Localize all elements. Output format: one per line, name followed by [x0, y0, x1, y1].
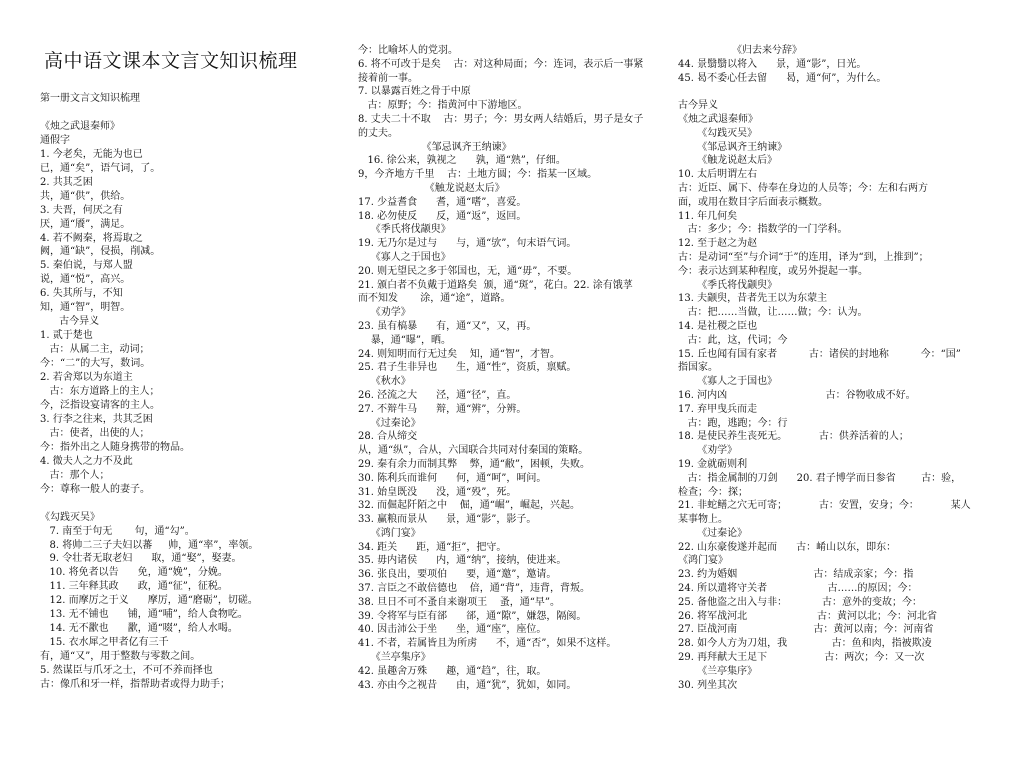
- column-left-text: [40, 92, 345, 692]
- text-line: 《鸿门宴》: [358, 527, 421, 539]
- text-line: 7. 以暴露百姓之骨于中原: [358, 86, 471, 98]
- text-line: 古：那个人；: [40, 469, 110, 481]
- text-line: [40, 106, 345, 120]
- column-left: [40, 48, 345, 772]
- text-line: 14. 是社稷之臣也: [678, 320, 758, 332]
- text-line: 1. 今老矣，无能为也已: [40, 148, 143, 160]
- text-line: 24. 则知明而行无过矣 知，通“智”，才智。: [358, 348, 561, 360]
- text-line: 暴，通“曝”，晒。: [358, 334, 451, 346]
- text-line: 30. 陈利兵而谁何 何，通“呵”，呵问。: [358, 472, 547, 484]
- text-line: 《季氏将伐颛臾》: [358, 224, 451, 236]
- text-line: 18. 必勿使反 反，通“返”，返回。: [358, 210, 527, 222]
- text-line: 15. 丘也闻有国有家者 古：诸侯的封地称 今：“国”: [678, 348, 961, 360]
- text-line: 《触龙说赵太后》: [678, 155, 778, 167]
- text-line: 20. 则无望民之多于邻国也，无，通“毋”，不要。: [358, 265, 578, 277]
- text-line: 《兰亭集序》: [678, 665, 758, 677]
- text-line: 古：此，这，代词；今: [678, 334, 788, 346]
- text-line: 19. 无乃尔是过与 与，通“欤”，句末语气词。: [358, 238, 577, 250]
- text-line: 16. 河内凶 古：谷物收成不好。: [678, 389, 916, 401]
- text-line: 古：使者，出使的人；: [40, 427, 150, 439]
- text-line: 2. 若舍郑以为东道主: [40, 372, 133, 384]
- text-line: 《秋水》: [358, 376, 411, 388]
- text-line: 今，泛指设宴请客的主人。: [40, 399, 160, 411]
- text-line: 已，通“矣”，语气词，了。: [40, 162, 161, 174]
- text-line: 28. 如今人方为刀俎，我 古：鱼和肉，指被欺凌: [678, 638, 932, 650]
- text-line: 15. 衣水犀之甲者亿有三千: [40, 637, 169, 649]
- text-line: 30. 列坐其次: [678, 679, 738, 691]
- text-line: 29. 秦有余力而制其弊 弊，通“敝”，困顿，失败。: [358, 458, 591, 470]
- text-line: 41. 不者，若属皆且为所虏 不，通“否”，如果不这样。: [358, 638, 617, 650]
- text-line: 《归去来兮辞》: [678, 45, 803, 56]
- text-line: 6. 将不可改于是矣 古：对这种局面；今：连词，表示后一事紧: [358, 58, 644, 70]
- text-line: 今：比喻坏人的党羽。: [358, 45, 458, 56]
- text-line: 有，通“又”，用于整数与零数之间。: [40, 651, 201, 663]
- text-line: 今：指外出之人随身携带的物品。: [40, 441, 190, 453]
- text-line: 《兰亭集序》: [358, 652, 431, 664]
- text-line: 《邹忌讽齐王纳谏》: [358, 141, 512, 153]
- column-middle: [358, 44, 670, 768]
- text-line: 28. 合从缔交: [358, 431, 418, 443]
- text-line: 古：东方道路上的主人；: [40, 386, 160, 398]
- text-line: 31. 始皇既没 没，通“殁”，死。: [358, 486, 517, 498]
- text-line: 通假字: [40, 134, 70, 146]
- text-line: 4. 微夫人之力不及此: [40, 455, 133, 467]
- page-title: 高中语文课本文言文知识梳理: [44, 50, 298, 72]
- text-line: 10. 将免者以告 免，通“娩”，分娩。: [40, 567, 228, 579]
- text-line: 5. 秦伯说，与郑人盟: [40, 260, 133, 272]
- text-line: 45. 曷不委心任去留 曷，通“何”，为什么。: [678, 72, 887, 84]
- text-line: 25. 君子生非异也 生，通“性”，资质，禀赋。: [358, 362, 577, 374]
- text-line: 《鸿门宴》: [678, 555, 728, 567]
- text-line: 36. 张良出，要项伯 要，通“邀”，邀请。: [358, 569, 557, 581]
- text-line: 23. 虽有槁暴 有，通“又”，又，再。: [358, 320, 537, 332]
- text-line: 27. 不辩牛马 辩，通“辨”，分辨。: [358, 403, 527, 415]
- text-line: 从，通“纵”，合从，六国联合共同对付秦国的策略。: [358, 445, 589, 457]
- text-line: 而不知发 涂，通“途”，道路。: [358, 293, 511, 305]
- text-line: 22. 山东豪俊遂并起而 古：崤山以东，即东：: [678, 541, 897, 553]
- text-line: 29. 再拜献大王足下 古：两次；今：又一次: [678, 652, 925, 664]
- text-line: 21. 颁白者不负戴于道路矣 颁，通“斑”，花白。22. 涂有饿莩: [358, 279, 633, 291]
- text-line: 10. 太后明谓左右: [678, 169, 758, 181]
- text-line: 32. 而倔起阡陌之中 倔，通“崛”，崛起，兴起。: [358, 500, 581, 512]
- text-line: 古：近臣、属下、侍奉在身边的人员等；今：左和右两方: [678, 182, 928, 194]
- text-line: 《过秦论》: [358, 417, 421, 429]
- text-line: 17. 少益耆食 耆，通“嗜”，喜爱。: [358, 196, 527, 208]
- text-line: 古：从属二主，动词；: [40, 344, 150, 356]
- text-line: 今：表示达到某种程度，或另外提起一事。: [678, 265, 868, 277]
- text-line: 40. 因击沛公于坐 坐，通“座”，座位。: [358, 624, 547, 636]
- text-line: 第一册文言文知识梳理: [40, 93, 140, 104]
- text-line: 古：把……当做，让……做；今：认为。: [678, 307, 868, 319]
- column-right-text: [678, 44, 1008, 692]
- text-line: [678, 85, 1008, 99]
- text-line: 2. 共其乏困: [40, 176, 93, 188]
- text-line: 21. 非蛇鳝之穴无可寄； 古：安置，安身；今： 某人: [678, 500, 971, 512]
- text-line: 《劝学》: [678, 445, 738, 457]
- text-line: 古：多少；今：指数学的一门学科。: [678, 224, 848, 236]
- text-line: 34. 距关 距，通“拒”，把守。: [358, 541, 507, 553]
- column-right: [678, 44, 1008, 768]
- text-line: 38. 旦日不可不蚤自来谢项王 蚤，通“早”。: [358, 596, 561, 608]
- text-line: 12. 而摩厉之于义 摩厉，通“磨砺”，切磋。: [40, 595, 258, 607]
- text-line: 《烛之武退秦师》: [678, 113, 758, 125]
- text-line: 厌，通“餍”，满足。: [40, 218, 131, 230]
- text-line: 《寡人之于国也》: [678, 376, 778, 388]
- text-line: 27. 臣战河南 古：黄河以南；今：河南省: [678, 624, 934, 636]
- text-line: 接着前一事。: [358, 72, 418, 84]
- text-line: 《触龙说赵太后》: [358, 182, 505, 194]
- text-line: 8. 将帅二三子夫妇以蕃 帅，通“率”，率领。: [40, 539, 259, 551]
- text-line: 33. 赢粮而景从 景，通“影”，影子。: [358, 514, 537, 526]
- text-line: 今：尊称一般人的妻子。: [40, 483, 150, 495]
- text-line: 26. 将军战河北 古：黄河以北；今：河北省: [678, 610, 938, 622]
- text-line: 阙，通“缺”，侵损，削减。: [40, 246, 161, 258]
- text-line: 44. 景翳翳以将入 景，通“影”，日光。: [678, 58, 867, 70]
- text-line: 古今异义: [678, 100, 718, 112]
- text-line: 古：像爪和牙一样，指帮助者或得力助手；: [40, 679, 230, 691]
- text-line: 古：是动词“至”与介词“于”的连用，译为“到，上推到”；: [678, 251, 929, 263]
- text-line: 古：指金属制的刀剑 20. 君子博学而日参省 古：验，: [678, 472, 962, 484]
- text-line: 11. 三年释其政 政，通“征”，征税。: [40, 581, 228, 593]
- column-middle-text: [358, 44, 670, 692]
- text-line: 24. 所以遣将守关者 古……的原因；今：: [678, 583, 918, 595]
- text-line: 《勾践灭吴》: [40, 511, 100, 523]
- text-line: 说，通“悦”，高兴。: [40, 274, 131, 286]
- text-line: 古：原野；今：指黄河中下游地区。: [358, 100, 528, 112]
- text-line: 37. 言臣之不敢倍德也 倍，通“背”，违背，背叛。: [358, 583, 591, 595]
- text-line: 《劝学》: [358, 307, 411, 319]
- text-line: 3. 行李之往来，共其乏困: [40, 413, 153, 425]
- text-line: 古：跑，逃跑；今：行: [678, 417, 788, 429]
- text-line: 检查；今：探；: [678, 486, 748, 498]
- text-line: 13. 无不铺也 铺，通“哺”，给人食物吃。: [40, 609, 248, 621]
- text-line: 《烛之武退秦师》: [40, 120, 120, 132]
- text-line: 5. 然谋臣与爪牙之士，不可不养而择也: [40, 665, 213, 677]
- text-line: 25. 备他盗之出入与非： 古：意外的变故；今：: [678, 596, 923, 608]
- text-line: 23. 约为婚姻 古：结成亲家；今：指: [678, 569, 914, 581]
- text-line: 42. 虽趣舍万殊 趣，通“趋”，往，取。: [358, 665, 547, 677]
- text-line: 16. 徐公来，孰视之 孰，通“熟”，仔细。: [358, 155, 566, 167]
- text-line: 4. 若不阙秦，将焉取之: [40, 232, 143, 244]
- text-line: 1. 贰于楚也: [40, 330, 93, 342]
- text-line: 知，通“智”，明智。: [40, 302, 131, 314]
- text-line: 6. 失其所与，不知: [40, 288, 123, 300]
- text-line: 43. 亦由今之视昔 由，通“犹”，犹如，如同。: [358, 679, 577, 691]
- text-line: 26. 泾流之大 泾，通“径”，直。: [358, 389, 517, 401]
- text-line: 3. 夫晋，何厌之有: [40, 204, 123, 216]
- text-line: 《邹忌讽齐王纳谏》: [678, 141, 788, 153]
- text-line: [40, 497, 345, 511]
- text-line: 9，今齐地方千里 古：土地方圆；今：指某一区域。: [358, 169, 598, 181]
- text-line: 指国家。: [678, 362, 718, 374]
- text-line: 9. 令壮者无取老妇 取，通“娶”，娶妻。: [40, 553, 242, 565]
- text-line: 35. 毋内诸侯 内，通“纳”，接纳，使进来。: [358, 555, 567, 567]
- text-line: 7. 南至于句无 句，通“勾”。: [40, 525, 195, 537]
- text-line: 12. 至于赵之为赵: [678, 238, 758, 250]
- text-line: 面，或用在数目字后面表示概数。: [678, 196, 828, 208]
- text-line: 39. 令将军与臣有郤 郤，通“隙”，嫌怨，隔阂。: [358, 610, 587, 622]
- text-line: 某事物上。: [678, 514, 728, 526]
- text-line: 《季氏将伐颛臾》: [678, 279, 778, 291]
- text-line: 的丈夫。: [358, 127, 398, 139]
- text-line: 古今异义: [40, 316, 100, 328]
- text-line: 《过秦论》: [678, 527, 748, 539]
- text-line: 13. 夫颛臾，昔者先王以为东蒙主: [678, 293, 828, 305]
- text-line: 8. 丈夫二十不取 古：男子；今：男女两人结婚后，男子是女子: [358, 113, 644, 125]
- text-line: 《寡人之于国也》: [358, 251, 451, 263]
- text-line: 19. 金就砺则利: [678, 458, 748, 470]
- text-line: 18. 是使民养生丧死无。 古：供养活着的人；: [678, 431, 909, 443]
- text-line: 17. 弃甲曳兵而走: [678, 403, 758, 415]
- text-line: 《勾践灭吴》: [678, 127, 758, 139]
- text-line: 11. 年几何矣: [678, 210, 738, 222]
- text-line: 14. 无不歠也 歠，通“啜”，给人水喝。: [40, 623, 238, 635]
- text-line: 共，通“供”，供给。: [40, 190, 131, 202]
- text-line: 今：“二”的大写，数词。: [40, 358, 151, 370]
